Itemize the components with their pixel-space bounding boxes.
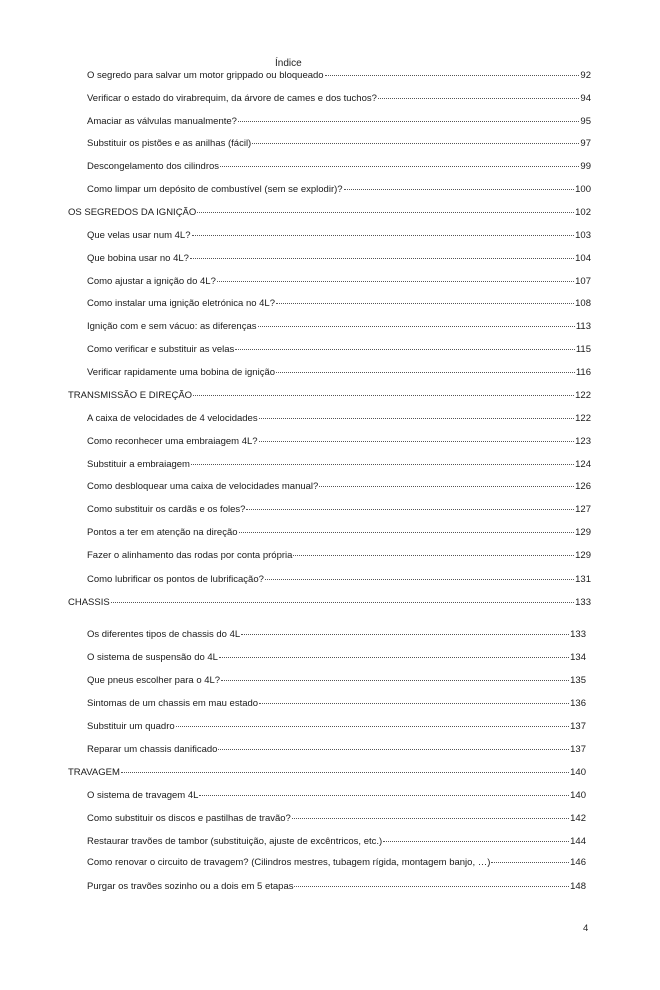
toc-entry-title: O sistema de suspensão do 4L: [87, 652, 218, 663]
page-title: Índice: [275, 58, 302, 69]
toc-entry-title: Substituir um quadro: [87, 721, 175, 732]
toc-entry-page: 100: [575, 184, 591, 195]
toc-entry[interactable]: [87, 184, 591, 196]
dot-leader: [319, 486, 574, 487]
dot-leader: [258, 326, 575, 327]
toc-entry-title: Como substituir os discos e pastilhas de travão?: [87, 813, 291, 824]
toc-entry[interactable]: [87, 504, 591, 516]
toc-entry-title: Purgar os travões sozinho ou a dois em 5 etapas: [87, 881, 294, 892]
dot-leader: [344, 189, 575, 190]
toc-entry-title: Fazer o alinhamento das rodas por conta própria: [87, 550, 293, 561]
toc-entry-title: Que velas usar num 4L?: [87, 230, 191, 241]
toc-entry-page: 135: [570, 675, 586, 686]
toc-entry-title: Verificar rapidamente uma bobina de ignição: [87, 367, 276, 378]
dot-leader: [252, 143, 579, 144]
toc-entry-page: 140: [570, 790, 586, 801]
toc-entry-title: Pontos a ter em atenção na direção: [87, 527, 238, 538]
toc-entry[interactable]: [87, 481, 591, 493]
toc-entry[interactable]: [87, 298, 591, 310]
toc-entry-title: Como reconhecer uma embraiagem 4L?: [87, 436, 258, 447]
toc-section-entry[interactable]: [68, 207, 591, 219]
toc-entry[interactable]: [87, 161, 591, 173]
toc-entry-page: 97: [580, 138, 591, 149]
toc-entry-page: 142: [570, 813, 586, 824]
toc-entry-page: 144: [570, 836, 586, 847]
dot-leader: [220, 166, 579, 167]
toc-entry-page: 146: [570, 857, 586, 868]
toc-entry[interactable]: [87, 698, 586, 710]
toc-entry-title: TRANSMISSÃO E DIREÇÃO: [68, 390, 193, 401]
toc-entry-title: Que pneus escolher para o 4L?: [87, 675, 221, 686]
toc-entry-page: 122: [575, 390, 591, 401]
toc-entry-title: O sistema de travagem 4L: [87, 790, 199, 801]
toc-entry-page: 102: [575, 207, 591, 218]
toc-entry[interactable]: [87, 652, 586, 664]
dot-leader: [217, 281, 574, 282]
toc-entry-page: 116: [575, 367, 591, 378]
toc-entry[interactable]: [87, 857, 586, 869]
toc-entry-title: Como substituir os cardãs e os foles?: [87, 504, 246, 515]
dot-leader: [199, 795, 569, 796]
dot-leader: [241, 634, 569, 635]
toc-entry-page: 133: [575, 597, 591, 608]
toc-entry-title: Reparar um chassis danificado: [87, 744, 218, 755]
toc-entry[interactable]: [87, 138, 591, 150]
toc-entry-page: 127: [575, 504, 591, 515]
toc-entry-title: O segredo para salvar um motor grippado ou bloqueado: [87, 70, 324, 81]
toc-entry[interactable]: [87, 675, 586, 687]
toc-entry[interactable]: [87, 230, 591, 242]
toc-entry-title: Que bobina usar no 4L?: [87, 253, 189, 264]
dot-leader: [190, 258, 574, 259]
toc-entry[interactable]: [87, 93, 591, 105]
dot-leader: [265, 579, 574, 580]
toc-entry-title: OS SEGREDOS DA IGNIÇÃO: [68, 207, 197, 218]
dot-leader: [378, 98, 580, 99]
dot-leader: [246, 509, 574, 510]
toc-entry[interactable]: [87, 70, 591, 82]
dot-leader: [218, 749, 569, 750]
toc-entry-page: 137: [570, 721, 586, 732]
dot-leader: [294, 886, 569, 887]
toc-entry[interactable]: [87, 881, 586, 893]
toc-entry-title: Como lubrificar os pontos de lubrificação?: [87, 574, 264, 585]
toc-entry-title: Verificar o estado do virabrequim, da árvore de cames e dos tuchos?: [87, 93, 377, 104]
toc-entry-page: 95: [580, 116, 591, 127]
toc-entry-page: 92: [580, 70, 591, 81]
toc-entry-title: Substituir os pistões e as anilhas (fácil): [87, 138, 252, 149]
toc-entry-page: 107: [575, 276, 591, 287]
toc-entry-page: 129: [575, 527, 591, 538]
toc-entry-page: 136: [570, 698, 586, 709]
toc-section-entry[interactable]: [68, 390, 591, 402]
toc-entry[interactable]: [87, 459, 591, 471]
toc-entry-title: Sintomas de um chassis em mau estado: [87, 698, 259, 709]
toc-entry-title: Como verificar e substituir as velas: [87, 344, 235, 355]
dot-leader: [276, 303, 574, 304]
toc-entry[interactable]: [87, 413, 591, 425]
toc-entry[interactable]: [87, 550, 591, 562]
toc-entry-page: 131: [575, 574, 591, 585]
toc-entry-page: 94: [580, 93, 591, 104]
toc-entry-title: TRAVAGEM: [68, 767, 120, 778]
toc-entry-title: Ignição com e sem vácuo: as diferenças: [87, 321, 257, 332]
toc-entry-title: Substituir a embraiagem: [87, 459, 190, 470]
toc-entry-title: Como limpar um depósito de combustível (sem se explodir)?: [87, 184, 343, 195]
toc-entry-page: 104: [575, 253, 591, 264]
toc-entry-page: 99: [580, 161, 591, 172]
dot-leader: [292, 818, 569, 819]
toc-entry[interactable]: [87, 527, 591, 539]
toc-entry-page: 134: [570, 652, 586, 663]
toc-entry-title: Como renovar o circuito de travagem? (Cilindros mestres, tubagem rígida, montagem banjo, …): [87, 857, 491, 868]
dot-leader: [491, 862, 569, 863]
dot-leader: [111, 602, 574, 603]
toc-entry[interactable]: [87, 574, 591, 586]
dot-leader: [238, 121, 579, 122]
dot-leader: [276, 372, 575, 373]
dot-leader: [176, 726, 569, 727]
dot-leader: [197, 212, 574, 213]
toc-entry-title: Amaciar as válvulas manualmente?: [87, 116, 237, 127]
toc-entry[interactable]: [87, 629, 586, 641]
dot-leader: [239, 532, 575, 533]
toc-entry-page: 103: [575, 230, 591, 241]
toc-entry-page: 108: [575, 298, 591, 309]
toc-entry-page: 126: [575, 481, 591, 492]
toc-entry[interactable]: [87, 116, 591, 128]
toc-entry-page: 123: [575, 436, 591, 447]
toc-entry-page: 122: [575, 413, 591, 424]
dot-leader: [259, 441, 575, 442]
page-number: 4: [583, 923, 589, 934]
toc-entry[interactable]: [87, 321, 591, 333]
toc-section-entry[interactable]: [68, 767, 586, 779]
toc-entry[interactable]: [87, 721, 586, 733]
toc-section-entry[interactable]: [68, 597, 591, 609]
dot-leader: [219, 657, 569, 658]
dot-leader: [192, 235, 575, 236]
toc-entry[interactable]: [87, 344, 591, 356]
toc-entry[interactable]: [87, 836, 586, 848]
toc-entry-page: 133: [570, 629, 586, 640]
toc-entry-page: 148: [570, 881, 586, 892]
dot-leader: [193, 395, 574, 396]
dot-leader: [383, 841, 569, 842]
toc-entry-title: Descongelamento dos cilindros: [87, 161, 220, 172]
toc-entry-page: 140: [570, 767, 586, 778]
toc-entry[interactable]: [87, 436, 591, 448]
toc-entry-title: A caixa de velocidades de 4 velocidades: [87, 413, 258, 424]
dot-leader: [121, 772, 569, 773]
toc-entry[interactable]: [87, 253, 591, 265]
toc-entry-page: 124: [575, 459, 591, 470]
dot-leader: [325, 75, 580, 76]
dot-leader: [259, 418, 575, 419]
toc-entry-title: Como instalar uma ignição eletrónica no 4L?: [87, 298, 275, 309]
toc-entry[interactable]: [87, 813, 586, 825]
toc-entry-page: 137: [570, 744, 586, 755]
toc-entry-title: Como ajustar a ignição do 4L?: [87, 276, 216, 287]
toc-entry-page: 115: [575, 344, 591, 355]
toc-entry[interactable]: [87, 744, 586, 756]
toc-entry-title: CHASSIS: [68, 597, 110, 608]
dot-leader: [221, 680, 569, 681]
toc-entry-title: Como desbloquear uma caixa de velocidades manual?: [87, 481, 319, 492]
dot-leader: [293, 555, 574, 556]
dot-leader: [235, 349, 575, 350]
toc-entry-title: Restaurar travões de tambor (substituição, ajuste de excêntricos, etc.): [87, 836, 383, 847]
toc-entry[interactable]: [87, 367, 591, 379]
toc-entry-page: 129: [575, 550, 591, 561]
dot-leader: [191, 464, 574, 465]
toc-entry-title: Os diferentes tipos de chassis do 4L: [87, 629, 241, 640]
toc-entry[interactable]: [87, 276, 591, 288]
dot-leader: [259, 703, 569, 704]
toc-entry-page: 113: [575, 321, 591, 332]
toc-entry[interactable]: [87, 790, 586, 802]
